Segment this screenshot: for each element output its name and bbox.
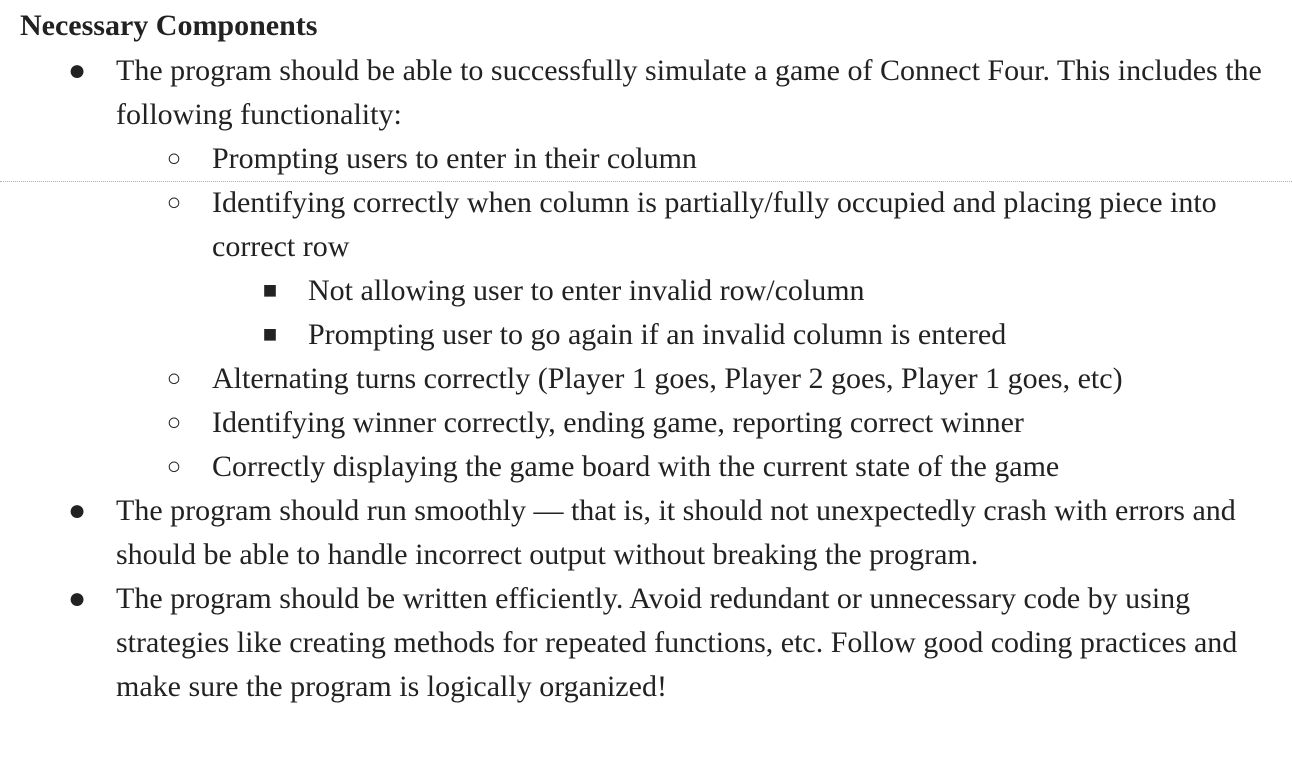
filled-circle-bullet-icon: ● xyxy=(67,582,87,615)
sub-sub-list-item-text: Prompting user to go again if an invalid column is entered xyxy=(308,318,1007,351)
hollow-circle-bullet-icon: ○ xyxy=(166,366,182,392)
sub-list-item-text: Identifying winner correctly, ending game, reporting correct winner xyxy=(212,406,1024,439)
filled-square-bullet-icon: ■ xyxy=(262,278,278,304)
section-heading: Necessary Components xyxy=(20,9,318,42)
sub-sub-list-item xyxy=(308,313,1268,357)
list-item-text: The program should run smoothly — that is, it should not unexpectedly crash with errors and should be able to handle incorrect output without breaking the program. xyxy=(116,494,1236,571)
list-item xyxy=(116,49,1276,137)
sub-list-item-text: Prompting users to enter in their column xyxy=(212,142,697,175)
sub-sub-list-item-text: Not allowing user to enter invalid row/column xyxy=(308,274,865,307)
sub-sub-list-item xyxy=(308,269,1268,313)
hollow-circle-bullet-icon: ○ xyxy=(166,410,182,436)
sub-list-item xyxy=(212,401,1282,445)
sub-list-item-text: Identifying correctly when column is partially/fully occupied and placing piece into correct row xyxy=(212,186,1217,263)
list-item xyxy=(116,577,1276,709)
list-item-text: The program should be able to successfully simulate a game of Connect Four. This includes the following functionality: xyxy=(116,54,1262,131)
sub-list-item xyxy=(212,445,1282,489)
sub-list-item-text: Correctly displaying the game board with the current state of the game xyxy=(212,450,1060,483)
hollow-circle-bullet-icon: ○ xyxy=(166,146,182,172)
hollow-circle-bullet-icon: ○ xyxy=(166,190,182,216)
filled-circle-bullet-icon: ● xyxy=(67,494,87,527)
sub-list-item xyxy=(212,357,1282,401)
list-item xyxy=(116,489,1276,577)
list-item-text: The program should be written efficiently. Avoid redundant or unnecessary code by using strategies like creating methods for repeated functions, etc. Follow good coding practices and make sure the program is logically organized! xyxy=(116,582,1238,703)
sub-list-item xyxy=(212,137,1282,181)
sub-list-item xyxy=(212,181,1282,269)
sub-list-item-text: Alternating turns correctly (Player 1 goes, Player 2 goes, Player 1 goes, etc) xyxy=(212,362,1123,395)
filled-square-bullet-icon: ■ xyxy=(262,322,278,348)
filled-circle-bullet-icon: ● xyxy=(67,54,87,87)
hollow-circle-bullet-icon: ○ xyxy=(166,454,182,480)
